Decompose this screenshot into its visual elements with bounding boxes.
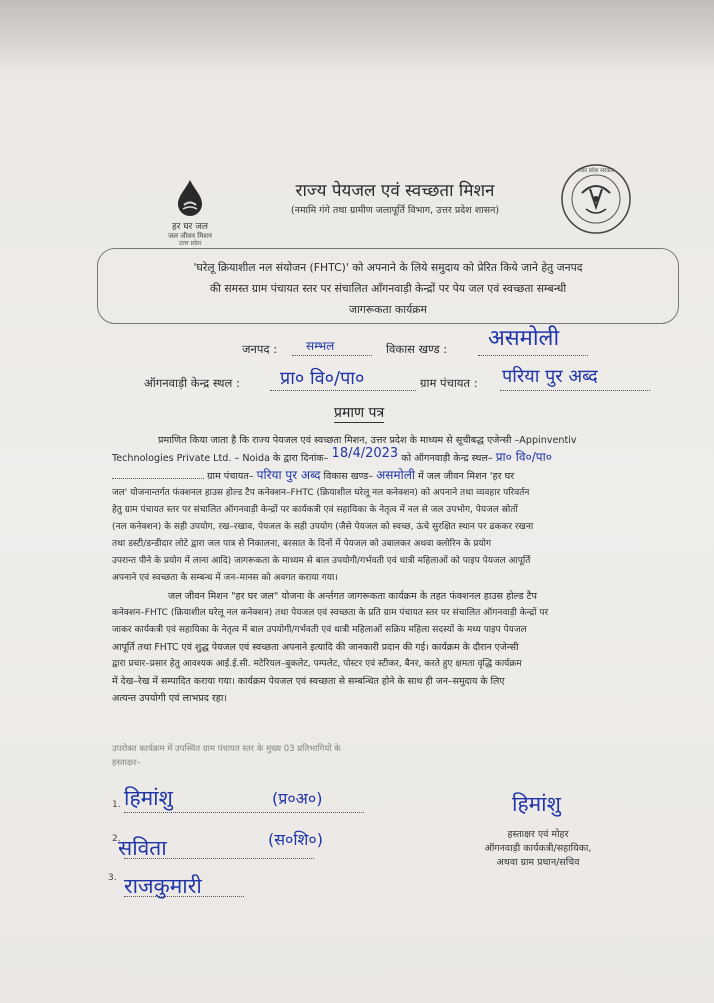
p2-line-a: जल जीवन मिशन "हर घर जल" योजना के अर्न्तगत जागरूकता कार्यक्रम के तहत फंक्शनल हाउस होल्ड टैप bbox=[168, 591, 537, 602]
signatory-line-3: अथवा ग्राम प्रधान/सचिव bbox=[496, 857, 580, 868]
gram-panchayat-underline bbox=[500, 390, 650, 391]
anganwadi-underline bbox=[270, 390, 416, 391]
signatory-block bbox=[458, 828, 618, 870]
p2-line-g: अत्यन्त उपयोगी एवं लाभप्रद रहा। bbox=[112, 693, 228, 704]
event-date: 18/4/2023 bbox=[331, 446, 399, 461]
program-line-2: की समस्त ग्राम पंचायत स्तर पर संचालित आँगनवाड़ी केन्द्रों पर पेय जल एवं स्वच्छता सम्बन्धी bbox=[209, 282, 567, 295]
mission-title: राज्य पेयजल एवं स्वच्छता मिशन bbox=[295, 181, 495, 201]
participant-number-3: 3. bbox=[108, 873, 117, 883]
participants-intro-a: उपरोक्त कार्यक्रम में उपस्थित ग्राम पंचायत स्तर के मुख्य 03 प्रतिभागियों के bbox=[112, 744, 341, 754]
signatory-signature: हिमांशु bbox=[512, 792, 561, 816]
event-gram-panchayat: परिया पुर अब्द bbox=[256, 468, 321, 482]
participant-2-signature: सविता bbox=[118, 836, 167, 860]
program-line-3: जागरूकता कार्यक्रम bbox=[348, 303, 428, 316]
p1-text-e: विकास खण्ड– bbox=[323, 471, 374, 482]
janpad-label: जनपद : bbox=[242, 342, 278, 356]
p1-line-g: जल' योजनान्तर्गत फंक्शनल हाउस होल्ड टैप कनेक्शन–FHTC (क्रियाशील घरेलू नल कनेक्शन) को अपनाने तथा व्यवहार परिवर्तन bbox=[112, 488, 530, 498]
participant-3-line bbox=[124, 896, 244, 897]
p2-line-c: जाकर कार्यकत्री एवं सहायिका के नेतृत्व में बाल उपयोगी/गर्भवती एवं धात्री महिलाओं सक्रिय महिला सदस्यों के मध्य पाइप पेयजल bbox=[112, 625, 527, 635]
anganwadi-value: प्रा० वि०/पा० bbox=[280, 368, 365, 389]
participant-1-signature: हिमांशु bbox=[124, 786, 173, 810]
signatory-line-1: हस्ताक्षर एवं मोहर bbox=[507, 829, 569, 840]
top-shadow bbox=[0, 0, 714, 70]
certificate-paragraph-2 bbox=[112, 588, 710, 707]
gram-panchayat-label: ग्राम पंचायत : bbox=[420, 376, 478, 390]
p2-line-d: आपूर्ति तथा FHTC एवं शुद्ध पेयजल एवं स्वच्छता अपनाने इत्यादि की जानकारी प्रदान की गई। कार्यक्रम के दौरान एजेन्सी bbox=[112, 642, 519, 653]
water-drop-icon bbox=[173, 178, 207, 218]
anganwadi-label: ऑगनवाड़ी केन्द्र स्थल : bbox=[144, 376, 240, 390]
participant-number-1: 1. bbox=[112, 800, 121, 810]
p1-text-c: को ऑगनवाड़ी केन्द्र स्थल– bbox=[401, 453, 493, 464]
certificate-title: प्रमाण पत्र bbox=[334, 405, 385, 421]
participant-2-line bbox=[124, 858, 314, 859]
p2-line-b: कनेक्शन–FHTC (क्रियाशील घरेलू नल कनेक्शन) तथा पेयजल एवं स्वच्छता के प्रति ग्राम पंचायत स्तर पर संचालित ऑगनवाड़ी केन्द्रों पर bbox=[112, 608, 549, 618]
p2-line-e: द्वारा प्रचार–प्रसार हेतु आवश्यक आई.ई.सी. मटेरियल–बुकलेट, पम्पलेट, पोस्टर एवं स्टीकर, बैनर, करते हुए क्षमता वृद्धि कार्यक्रम bbox=[112, 659, 522, 669]
program-line-1: 'घरेलू क्रियाशील नल संयोजन (FHTC)' को अपनाने के लिये समुदाय को प्रेरित किये जाने हेतु जनपद bbox=[193, 261, 583, 274]
participants-intro-b: हस्ताक्षर– bbox=[112, 758, 141, 768]
p1-line-k: उपरान्त पीने के प्रयोग में लाना आदि) जागरूकता के माध्यम से बाल उपयोगी/गर्भवती एवं धात्री महिलाओं को पाइप पेयजल आपूर्ति bbox=[112, 556, 531, 566]
p1-line-l: अपनाने एवं स्वच्छता के सम्बन्ध में जन–मानस को अवगत कराया गया। bbox=[112, 573, 338, 583]
gram-panchayat-value: परिया पुर अब्द bbox=[502, 366, 598, 387]
svg-text:उत्तर प्रदेश सरकार: उत्तर प्रदेश सरकार bbox=[577, 168, 615, 174]
document-header bbox=[240, 180, 550, 218]
jal-jeevan-mission-logo bbox=[150, 178, 230, 247]
participant-2-role: (स०शि०) bbox=[268, 830, 323, 849]
p1-text-f: में जल जीवन मिशन 'हर घर bbox=[418, 471, 515, 482]
vikas-khand-value: असमोली bbox=[488, 326, 560, 351]
event-vikas-khand: असमोली bbox=[376, 468, 415, 482]
program-description-box bbox=[97, 248, 679, 324]
janpad-value: सम्भल bbox=[306, 339, 335, 353]
up-government-seal bbox=[560, 163, 632, 235]
logo-line-1: हर घर जल bbox=[172, 222, 208, 232]
p1-line-b bbox=[112, 446, 710, 467]
logo-line-2: जल जीवन मिशन bbox=[168, 232, 212, 240]
event-venue: प्रा० वि०/पा० bbox=[495, 450, 552, 464]
p1-text-d: ग्राम पंचायत– bbox=[207, 471, 254, 482]
janpad-underline bbox=[292, 355, 372, 356]
p1-line-h: हेतु ग्राम पंचायत स्तर पर संचालित ऑगनवाड़ी केन्द्रों पर कार्यकत्री एवं सहायिका के नेतृत्व में नल से जल उपभोग, पेयजल स्रोतों bbox=[112, 505, 518, 515]
signatory-line-2: ऑगनवाड़ी कार्यकत्री/सहायिका, bbox=[484, 843, 592, 854]
mission-subtitle: (नमामि गंगे तथा ग्रामीण जलापूर्ति विभाग, उत्तर प्रदेश शासन) bbox=[290, 205, 500, 216]
participants-intro bbox=[112, 742, 472, 770]
p1-line-a: प्रमाणित किया जाता है कि राज्य पेयजल एवं स्वच्छता मिशन, उत्तर प्रदेश के माध्यम से सूचीबद्ध एजेन्सी –Appinventiv bbox=[158, 435, 577, 446]
p2-line-f: में देख–रेख में सम्पादित कराया गया। कार्यक्रम पेयजल एवं स्वच्छता से सम्बन्धित होने के साथ ही जन–समुदाय के लिए bbox=[112, 676, 505, 687]
logo-line-3: उत्तर प्रदेश bbox=[178, 240, 202, 247]
participant-1-line bbox=[124, 812, 364, 813]
p1-text-b: Technologies Private Ltd. – Noida के द्वारा दिनांक– bbox=[112, 453, 329, 464]
participant-1-role: (प्र०अ०) bbox=[272, 789, 323, 808]
vikas-khand-label: विकास खण्ड : bbox=[386, 342, 448, 356]
participant-3-signature: राजकुमारी bbox=[124, 874, 202, 898]
p1-line-i: (नल कनेक्शन) के सही उपयोग, रख–रखाव, पेयजल के सही उपयोग (जैसे पेयजल को स्वच्छ, ऊंचे सुरक्षित स्थान पर ढककर रखना bbox=[112, 522, 534, 532]
p1-line-j: तथा डस्टी/डन्डीदार लोटे द्वारा जल पात्र से निकालना, बरसात के दिनों में पेयजल को उबालकर अथवा क्लोरिन के प्रयोग bbox=[112, 539, 492, 549]
certificate-paragraph-1 bbox=[112, 432, 710, 587]
vikas-khand-underline bbox=[478, 355, 588, 356]
participant-number-2: 2. bbox=[112, 834, 121, 844]
